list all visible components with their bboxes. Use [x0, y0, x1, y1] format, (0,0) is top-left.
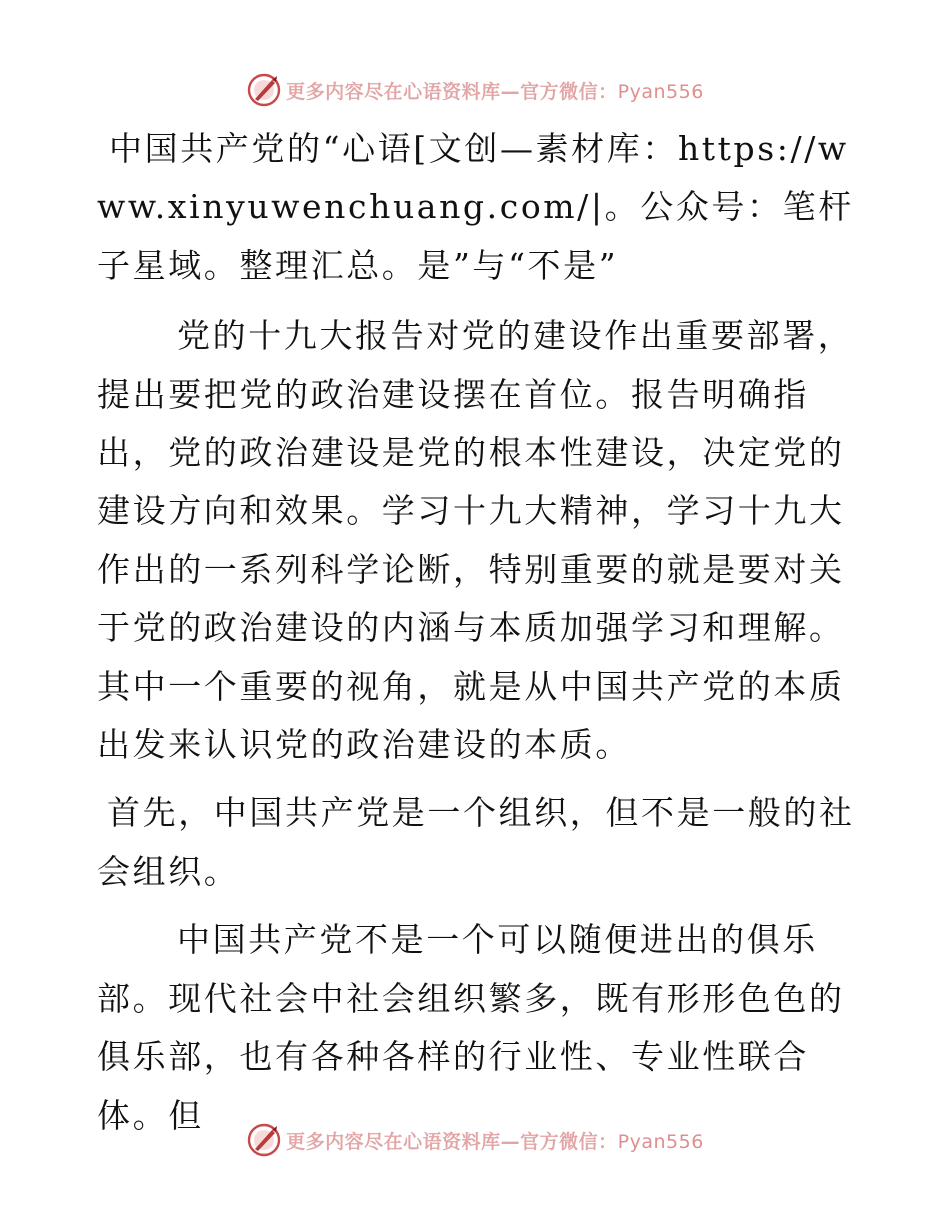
paragraph-1: 党的十九大报告对党的建设作出重要部署，提出要把党的政治建设摆在首位。报告明确指出，党的政治建设是党的根本性建设，决定党的建设方向和效果。学习十九大精神，学习十九大作出的一系列科学论断，特别重要的就是要对关于党的政治建设的内涵与本质加强学习和理解。其中一个重要的视角，就是从中国共产党的本质出发来认识党的政治建设的本质。: [97, 316, 854, 765]
quill-seal-icon: [246, 1122, 282, 1158]
watermark-text: 更多内容尽在心语资料库—官方微信：: [286, 80, 618, 103]
watermark-banner-bottom: [0, 1120, 950, 1160]
paragraph-2: 首先，中国共产党是一个组织，但不是一般的社会组织。: [97, 793, 855, 891]
watermark-account: Pyan556: [617, 80, 704, 103]
paragraph-3: 中国共产党不是一个可以随便进出的俱乐部。现代社会中社会组织繁多，既有形形色色的俱乐部，也有各种各样的行业性、专业性联合体。但: [97, 920, 845, 1135]
quill-seal-icon: [246, 72, 282, 108]
watermark-text: 更多内容尽在心语资料库—官方微信：: [286, 1130, 618, 1153]
title-paragraph: 中国共产党的“心语[文创—素材库：https://www.xinyuwenchuang.com/|。公众号：笔杆子星域。整理汇总。是”与“不是”: [97, 129, 854, 285]
watermark-banner-top: [0, 70, 950, 110]
document-body: [97, 120, 857, 1145]
watermark-account: Pyan556: [617, 1130, 704, 1153]
